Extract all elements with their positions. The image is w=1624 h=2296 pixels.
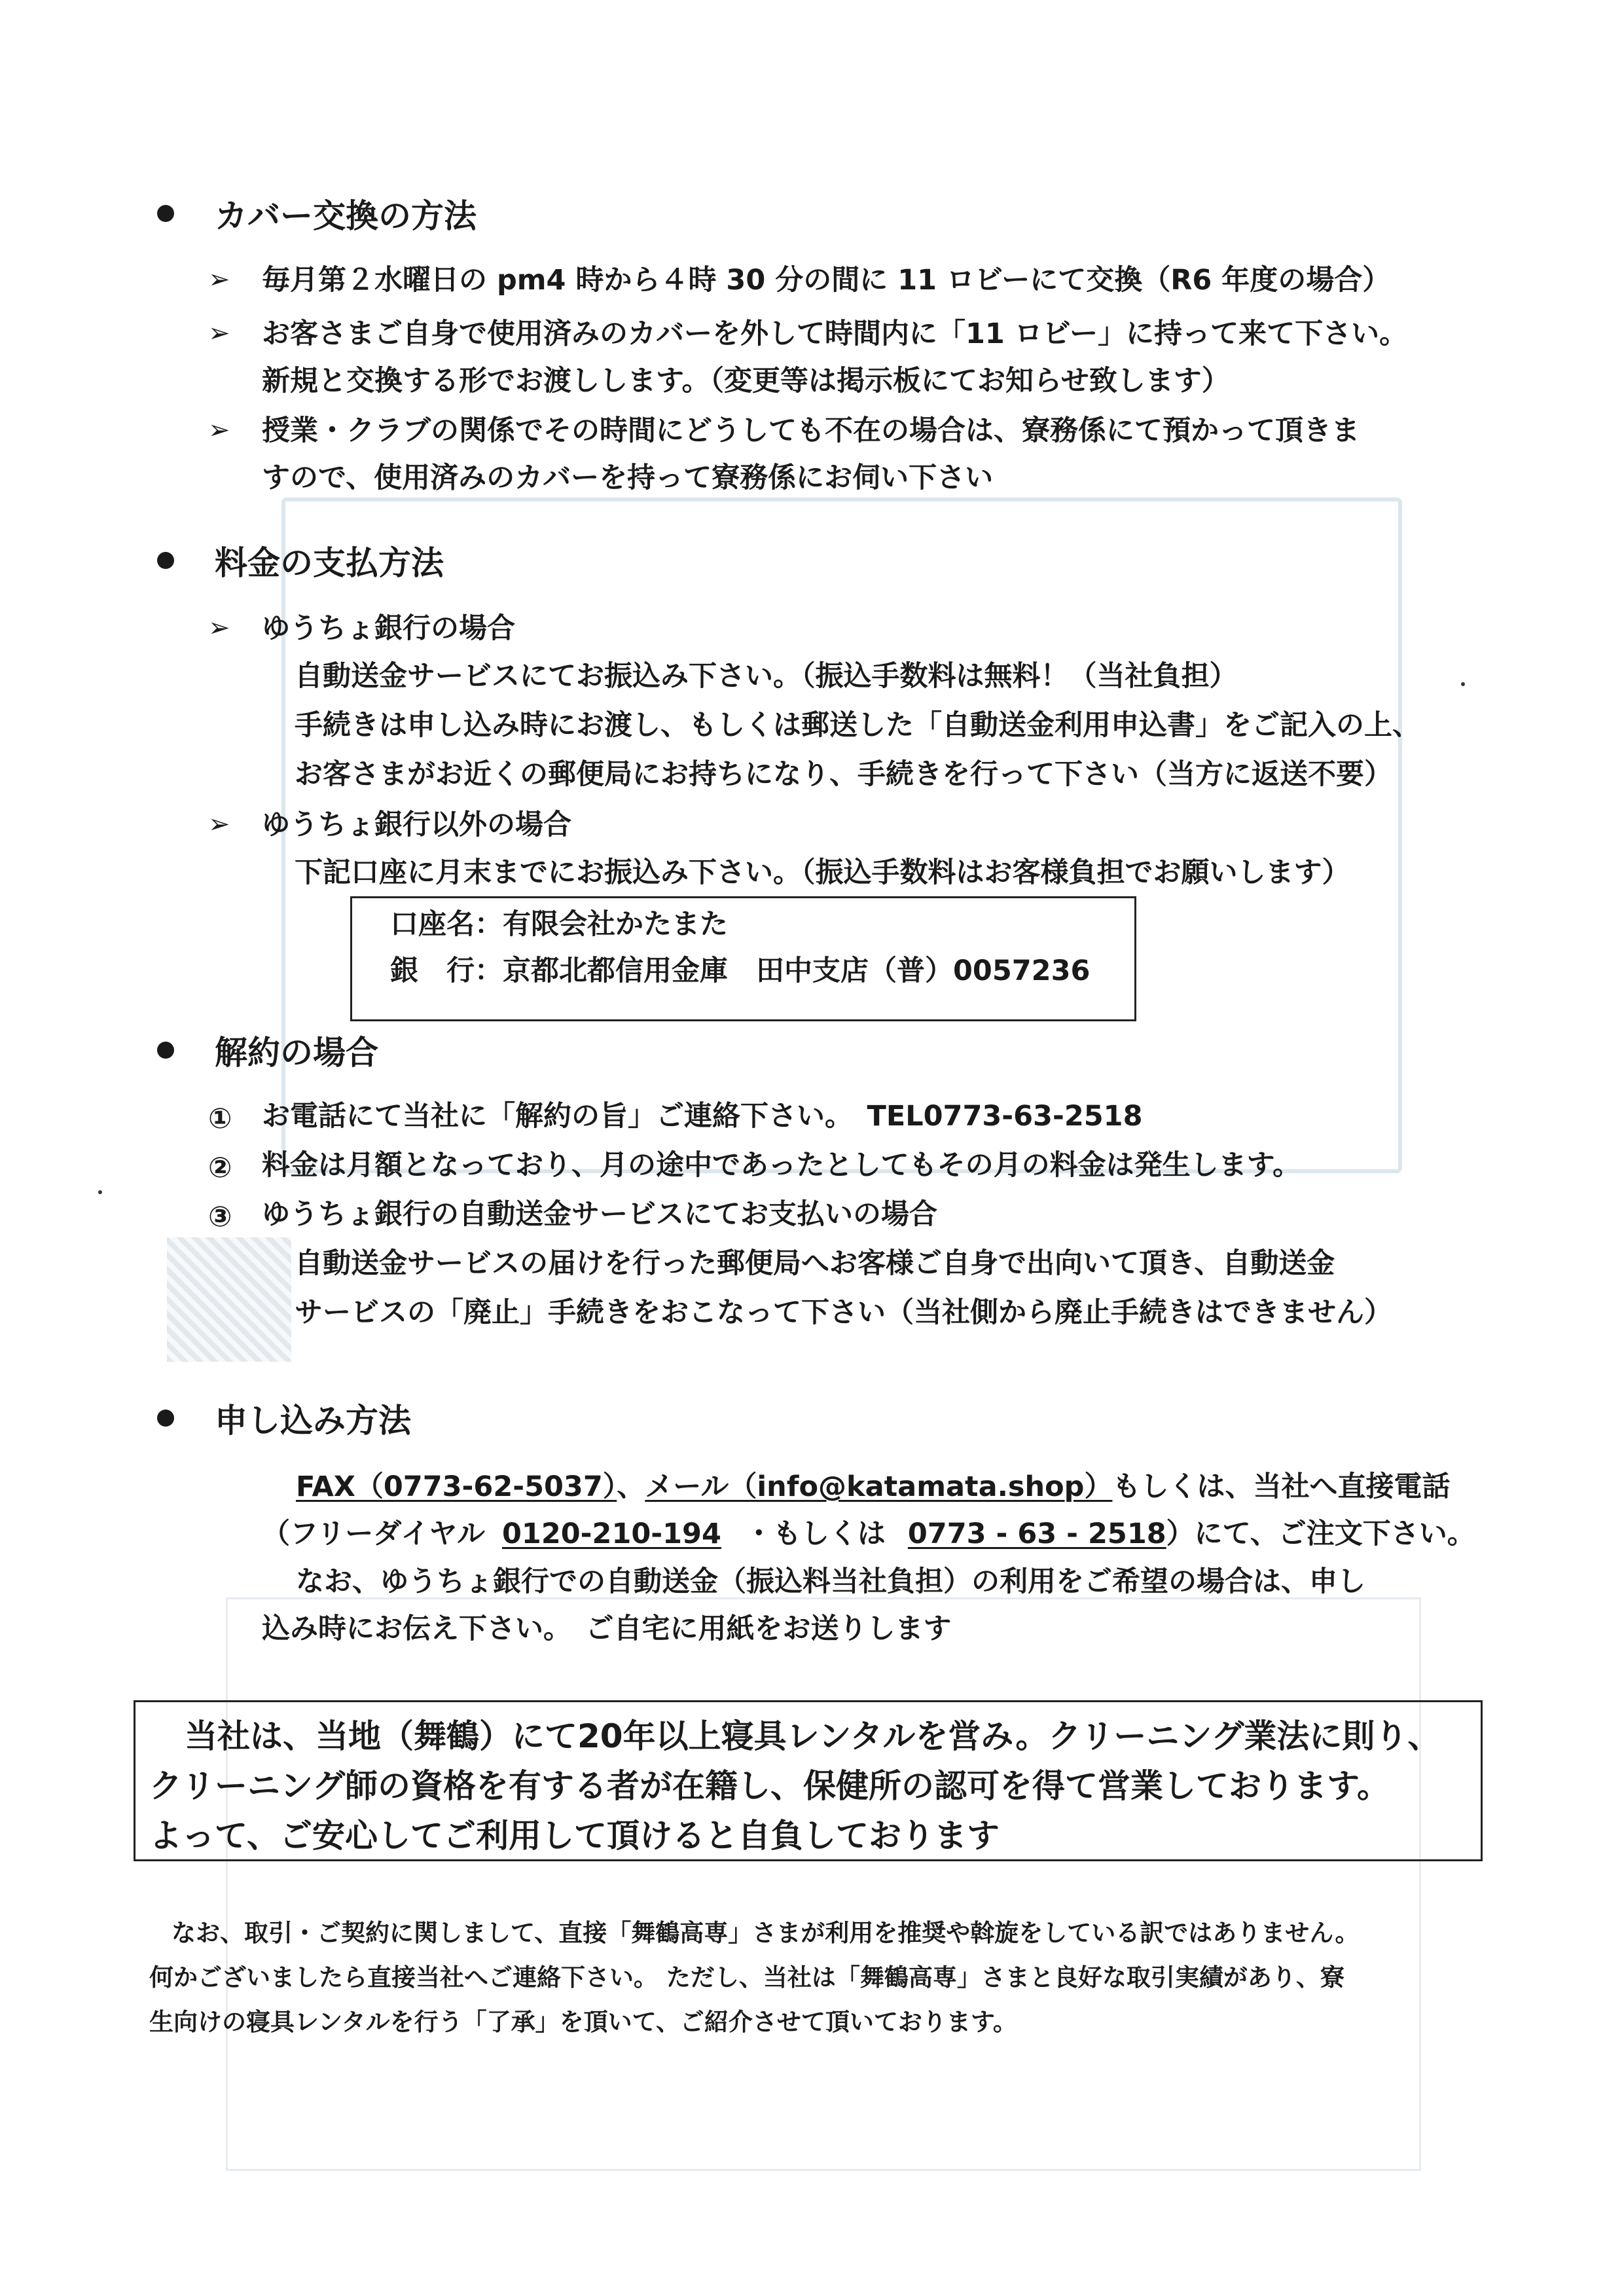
bullet-icon (157, 1410, 174, 1427)
free-dial-number: 0120-210-194 (502, 1518, 721, 1550)
ghost-table (226, 1597, 1421, 2171)
payment-heading-text: 料金の支払方法 (215, 544, 444, 582)
other-bank-title: ゆうちょ銀行以外の場合 (262, 809, 571, 841)
bullet-icon (157, 1042, 174, 1059)
ghost-qr (167, 1237, 291, 1362)
other-bank-line-1: 下記口座に月末までにお振込み下さい。（振込手数料はお客様負担でお願いします） (295, 856, 1350, 889)
statement-line-1: 当社は、当地（舞鶴）にて20年以上寝具レンタルを営み。クリーニング業法に則り、 (185, 1717, 1441, 1755)
arrow-icon: ➢ (208, 318, 230, 348)
cancel-heading (157, 1027, 378, 1074)
cover-heading (157, 190, 477, 237)
apply-line-3: なお、ゆうちょ銀行での自動送金（振込料当社負担）の利用をご希望の場合は、申し (296, 1565, 1365, 1598)
apply-line-2 (262, 1520, 1475, 1548)
apply-heading-text: 申し込み方法 (215, 1402, 411, 1440)
payment-heading (157, 537, 444, 584)
footnote-line-2: 何かございましたら直接当社へご連絡下さい。 ただし、当社は「舞鶴高専」さまと良好な取引実績があり、寮 (149, 1963, 1344, 1992)
apply-line-2-mid: ・もしくは (744, 1518, 886, 1550)
footnote-line-1: なお、取引・ご契約に関しまして、直接「舞鶴高専」さまが利用を推奨や斡旋をしている訳ではありません。 (171, 1919, 1360, 1947)
arrow-icon: ➢ (208, 415, 230, 445)
separator: 、 (617, 1470, 645, 1503)
apply-line-2-post: ）にて、ご注文下さい。 (1166, 1518, 1475, 1550)
yucho-line-2: 手続きは申し込み時にお渡し、もしくは郵送した「自動送金利用申込書」をご記入の上、 (295, 709, 1420, 742)
bullet-icon (157, 552, 174, 569)
cancel-item-3-line2: 自動送金サービスの届けを行った郵便局へお客様ご自身で出向いて頂き、自動送金 (295, 1247, 1335, 1280)
arrow-icon: ➢ (208, 613, 230, 643)
apply-heading (157, 1394, 411, 1442)
cover-item-2-line2: 新規と交換する形でお渡しします。（変更等は掲示板にてお知らせ致します） (262, 365, 1230, 397)
number-1: ① (208, 1102, 232, 1135)
fax-number: FAX（0773-62-5037） (296, 1470, 617, 1503)
phone-number: 0773 - 63 - 2518 (907, 1518, 1166, 1550)
cancel-item-3-line1: ゆうちょ銀行の自動送金サービスにてお支払いの場合 (262, 1198, 937, 1231)
footnote-line-3: 生向けの寝具レンタルを行う「了承」を頂いて、ご紹介させて頂いております。 (149, 2008, 1017, 2036)
bullet-icon (157, 205, 174, 222)
cover-heading-text: カバー交換の方法 (215, 197, 477, 235)
number-3: ③ (208, 1201, 232, 1233)
apply-line-4: 込み時にお伝え下さい。 ご自宅に用紙をお送りします (262, 1613, 952, 1645)
number-2: ② (208, 1152, 232, 1184)
arrow-icon: ➢ (208, 809, 230, 839)
apply-line-2-pre: （フリーダイヤル (262, 1518, 485, 1550)
arrow-icon: ➢ (208, 264, 230, 295)
cancel-item-3-line3: サービスの「廃止」手続きをおこなって下さい（当社側から廃止手続きはできません） (295, 1296, 1392, 1329)
apply-line-1-rest: もしくは、当社へ直接電話 (1112, 1470, 1451, 1503)
cancel-item-1: お電話にて当社に「解約の旨」ご連絡下さい。 TEL0773-63-2518 (262, 1100, 1143, 1133)
scan-speck (1461, 682, 1465, 686)
account-name: 口座名：有限会社かたまた (390, 908, 728, 941)
email-address: メール（info@katamata.shop） (645, 1470, 1113, 1503)
cancel-heading-text: 解約の場合 (215, 1034, 378, 1072)
cover-item-2-line1: お客さまご自身で使用済みのカバーを外して時間内に「11 ロビー」に持って来て下さい。 (262, 318, 1408, 350)
cancel-item-2: 料金は月額となっており、月の途中であったとしてもその月の料金は発生します。 (262, 1149, 1301, 1182)
yucho-line-3: お客さまがお近くの郵便局にお持ちになり、手続きを行って下さい（当方に返送不要） (295, 758, 1392, 791)
cover-item-3-line2: すので、使用済みのカバーを持って寮務係にお伺い下さい (262, 462, 994, 494)
cover-item-3-line1: 授業・クラブの関係でその時間にどうしても不在の場合は、寮務係にて預かって頂きま (262, 414, 1360, 447)
apply-line-1 (296, 1470, 1451, 1503)
cover-item-1: 毎月第２水曜日の pm4 時から４時 30 分の間に 11 ロビーにて交換（R6 年度の場合） (262, 264, 1391, 297)
scan-speck (98, 1190, 102, 1194)
yucho-title: ゆうちょ銀行の場合 (262, 612, 515, 645)
statement-line-2: クリーニング師の資格を有する者が在籍し、保健所の認可を得て営業しております。 (149, 1767, 1390, 1805)
account-bank: 銀 行：京都北都信用金庫 田中支店（普）0057236 (390, 955, 1091, 987)
yucho-line-1: 自動送金サービスにてお振込み下さい。（振込手数料は無料！（当社負担） (295, 660, 1238, 693)
statement-line-3: よって、ご安心してご利用して頂けると自負しております (149, 1817, 1000, 1855)
